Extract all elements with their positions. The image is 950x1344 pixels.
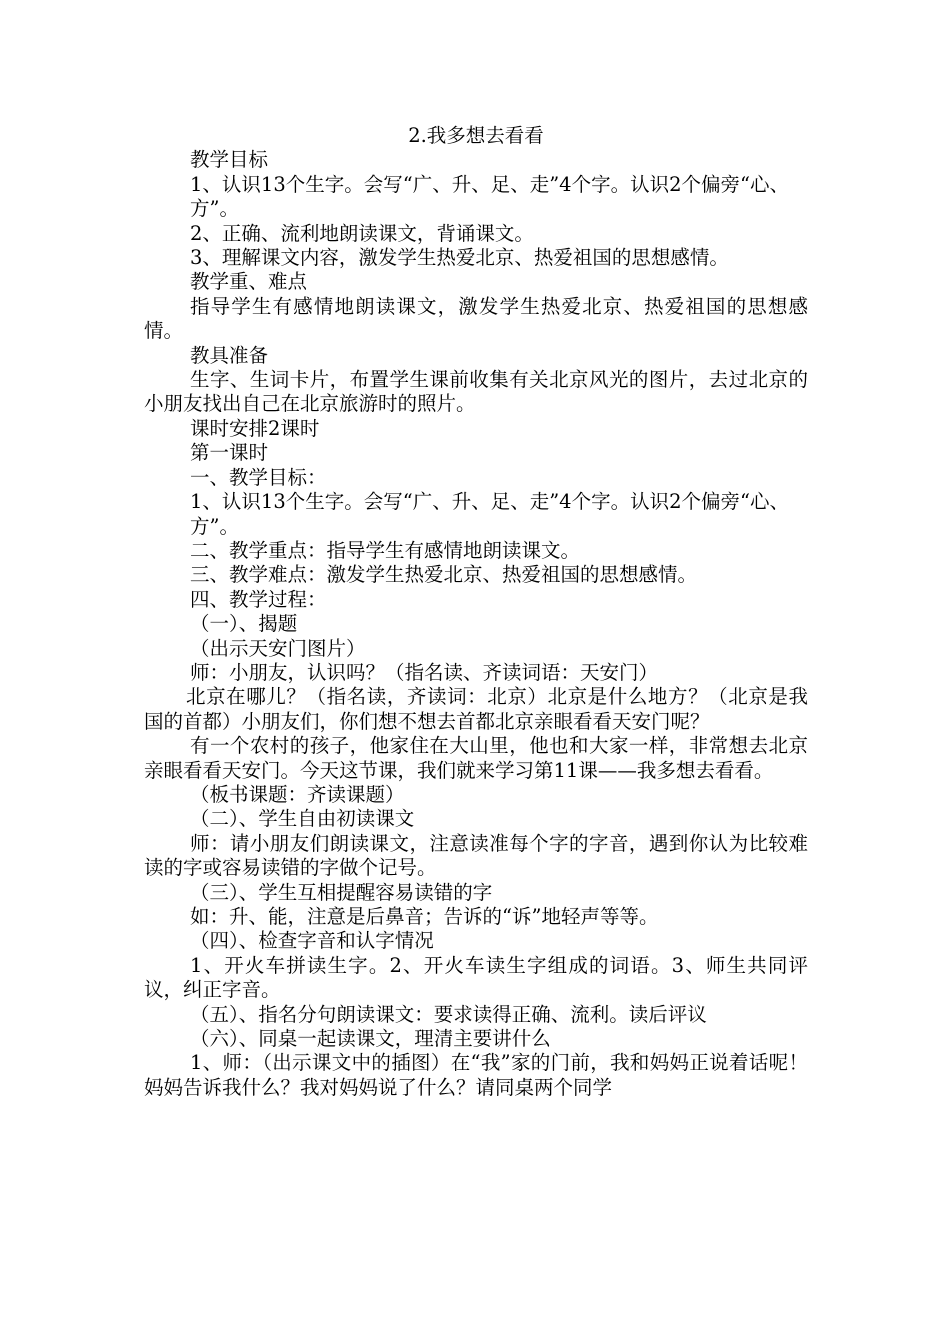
paragraph-schedule: 课时安排2课时 [190,416,320,440]
paragraph-section-2: 二、教学重点：指导学生有感情地朗读课文。 [190,538,581,562]
paragraph-key-points-heading: 教学重、难点 [190,270,308,294]
paragraph-step-2: （二）、学生自由初读课文 [190,807,415,831]
paragraph-step-1-beijing: 北京在哪儿？（指名读，齐读词：北京）北京是什么地方？（北京是我国的首都）小朋友们，你们想不想去首都北京亲眼看看天安门呢？ [144,685,808,733]
paragraph-section-1: 一、教学目标： [190,465,327,489]
paragraph-section-1-goal: 1、认识13个生字。会写“广、升、足、走”4个字。认识2个偏旁“心、 [190,490,789,514]
paragraph-first-lesson: 第一课时 [190,441,269,465]
document-title: 2.我多想去看看 [408,124,544,147]
paragraph-materials-heading: 教具准备 [190,343,269,367]
paragraph-step-1-child: 有一个农村的孩子，他家住在大山里，他也和大家一样，非常想去北京亲眼看看天安门。今天这节课，我们就来学习第11课——我多想去看看。 [144,734,808,782]
paragraph-step-1: （一）、揭题 [190,612,298,636]
paragraph-step-6: （六）、同桌一起读课文，理清主要讲什么 [190,1027,551,1051]
paragraph-step-3-example: 如：升、能，注意是后鼻音；告诉的“诉”地轻声等等。 [190,905,659,928]
paragraph-goal-1: 1、认识13个生字。会写“广、升、足、走”4个字。认识2个偏旁“心、 [190,172,789,196]
paragraph-step-4-detail: 1、开火车拼读生字。2、开火车读生字组成的词语。3、师生共同评议，纠正字音。 [144,953,808,1002]
paragraph-goal-1-cont: 方”。 [190,197,239,221]
paragraph-section-3: 三、教学难点：激发学生热爱北京、热爱祖国的思想感情。 [190,563,698,587]
paragraph-step-3: （三）、学生互相提醒容易读错的字 [190,880,493,904]
paragraph-teaching-goals-heading: 教学目标 [190,148,269,172]
paragraph-step-4: （四）、检查字音和认字情况 [190,929,434,953]
paragraph-step-6-detail: 1、师：（出示课文中的插图）在“我”家的门前，我和妈妈正说着话呢！妈妈告诉我什么？我对妈妈说了什么？请同桌两个同学 [144,1051,808,1099]
paragraph-step-1-teacher: 师：小朋友，认识吗？（指名读、齐读词语：天安门） [190,660,659,684]
paragraph-key-points: 指导学生有感情地朗读课文，激发学生热爱北京、热爱祖国的思想感情。 [144,294,808,343]
paragraph-step-5: （五）、指名分句朗读课文：要求读得正确、流利。读后评议 [190,1002,707,1026]
paragraph-step-1-board: （板书课题：齐读课题） [190,782,405,806]
document-page [144,124,808,1100]
paragraph-goal-3: 3、理解课文内容，激发学生热爱北京、热爱祖国的思想感情。 [190,246,729,270]
paragraph-step-2-teacher: 师：请小朋友们朗读课文，注意读准每个字的字音，遇到你认为比较难读的字或容易读错的字做个记号。 [144,831,808,880]
paragraph-materials: 生字、生词卡片，布置学生课前收集有关北京风光的图片，去过北京的小朋友找出自己在北京旅游时的照片。 [144,368,808,416]
paragraph-section-4: 四、教学过程： [190,587,327,611]
paragraph-goal-2: 2、正确、流利地朗读课文，背诵课文。 [190,221,534,245]
paragraph-section-1-goal-cont: 方”。 [190,514,239,538]
paragraph-step-1-image: （出示天安门图片） [190,636,366,660]
